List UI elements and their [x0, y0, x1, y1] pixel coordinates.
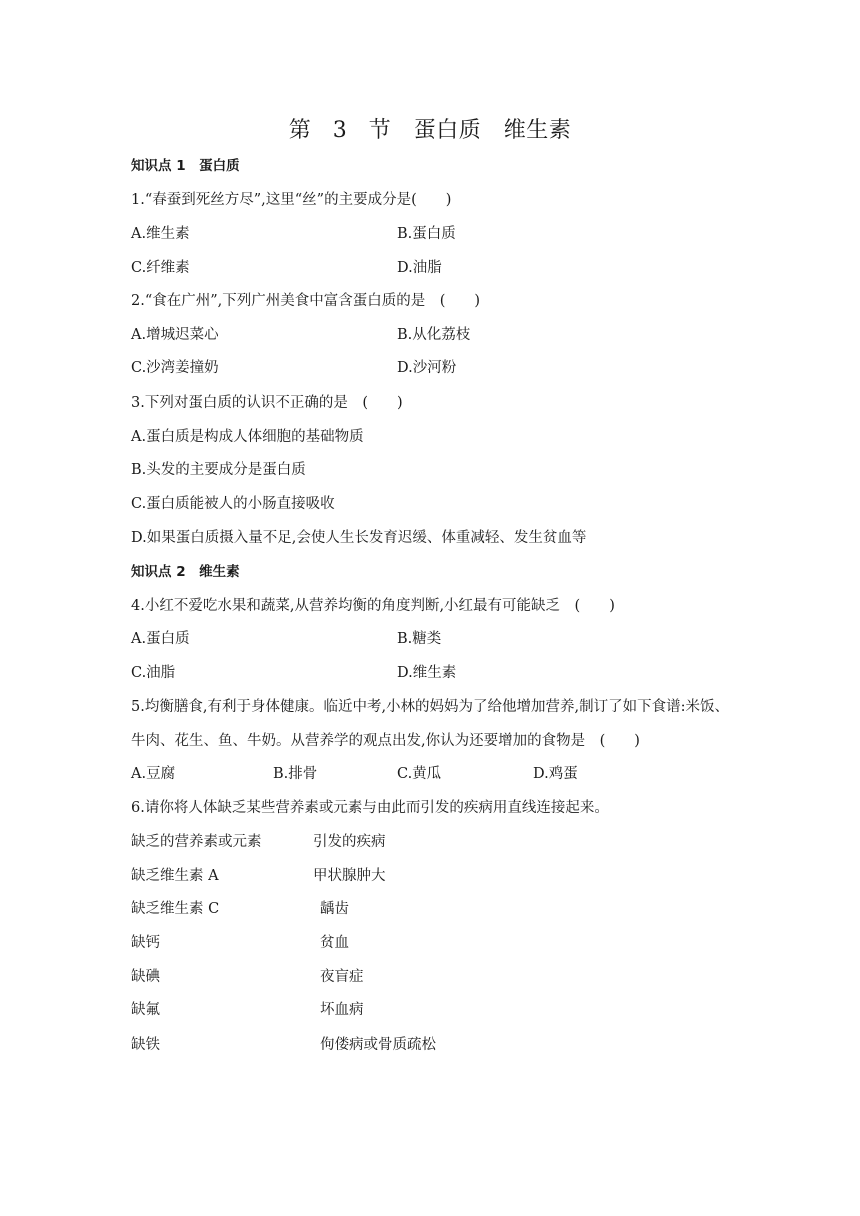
question-1-option-a: A.维生素: [131, 226, 190, 242]
question-4-stem: 4.小红不爱吃水果和蔬菜,从营养均衡的角度判断,小红最有可能缺乏 ( ): [131, 598, 615, 614]
question-5-option-d: D.鸡蛋: [533, 766, 578, 782]
question-2-option-b: B.从化荔枝: [397, 327, 471, 343]
question-6-stem: 6.请你将人体缺乏某些营养素或元素与由此而引发的疾病用直线连接起来。: [131, 800, 609, 816]
question-1-option-b: B.蛋白质: [397, 226, 456, 242]
question-1-option-c: C.纤维素: [131, 260, 190, 276]
question-5-stem-line-1: 5.均衡膳食,有利于身体健康。临近中考,小林的妈妈为了给他增加营养,制订了如下食谱:米饭、: [131, 699, 730, 715]
question-4-option-a: A.蛋白质: [131, 631, 190, 647]
question-2-stem: 2.“食在广州”,下列广州美食中富含蛋白质的是 ( ): [131, 293, 481, 309]
question-3-option-a: A.蛋白质是构成人体细胞的基础物质: [131, 429, 364, 445]
question-5-option-b: B.排骨: [273, 766, 318, 782]
question-5-stem-line-2: 牛肉、花生、鱼、牛奶。从营养学的观点出发,你认为还要增加的食物是 ( ): [131, 733, 640, 749]
section-heading-vitamins: 知识点 2 维生素: [131, 564, 240, 580]
matching-right-item: 龋齿: [320, 901, 349, 917]
question-5-option-c: C.黄瓜: [397, 766, 442, 782]
matching-header-right: 引发的疾病: [313, 834, 386, 850]
question-3-option-d: D.如果蛋白质摄入量不足,会使人生长发育迟缓、体重减轻、发生贫血等: [131, 530, 587, 546]
matching-left-item: 缺乏维生素 A: [131, 868, 219, 884]
question-2-option-c: C.沙湾姜撞奶: [131, 360, 219, 376]
question-4-option-c: C.油脂: [131, 665, 176, 681]
question-2-option-a: A.增城迟菜心: [131, 327, 219, 343]
question-3-stem: 3.下列对蛋白质的认识不正确的是 ( ): [131, 395, 403, 411]
matching-right-item: 贫血: [320, 935, 349, 951]
question-3-option-c: C.蛋白质能被人的小肠直接吸收: [131, 496, 335, 512]
matching-left-item: 缺氟: [131, 1002, 160, 1018]
question-5-option-a: A.豆腐: [131, 766, 176, 782]
matching-left-item: 缺乏维生素 C: [131, 901, 220, 917]
matching-right-item: 坏血病: [320, 1002, 364, 1018]
matching-right-item: 夜盲症: [320, 969, 364, 985]
matching-left-item: 缺碘: [131, 969, 160, 985]
question-1-stem: 1.“春蚕到死丝方尽”,这里“丝”的主要成分是( ): [131, 192, 452, 208]
page-title: 第 3 节 蛋白质 维生素: [288, 118, 572, 143]
matching-right-item: 甲状腺肿大: [313, 868, 386, 884]
question-2-option-d: D.沙河粉: [397, 360, 457, 376]
matching-left-item: 缺钙: [131, 935, 160, 951]
matching-header-left: 缺乏的营养素或元素: [131, 834, 262, 850]
section-heading-protein: 知识点 1 蛋白质: [131, 158, 240, 174]
question-1-option-d: D.油脂: [397, 260, 442, 276]
matching-right-item: 佝偻病或骨质疏松: [320, 1037, 436, 1053]
question-4-option-d: D.维生素: [397, 665, 457, 681]
question-3-option-b: B.头发的主要成分是蛋白质: [131, 462, 306, 478]
matching-left-item: 缺铁: [131, 1037, 160, 1053]
question-4-option-b: B.糖类: [397, 631, 442, 647]
